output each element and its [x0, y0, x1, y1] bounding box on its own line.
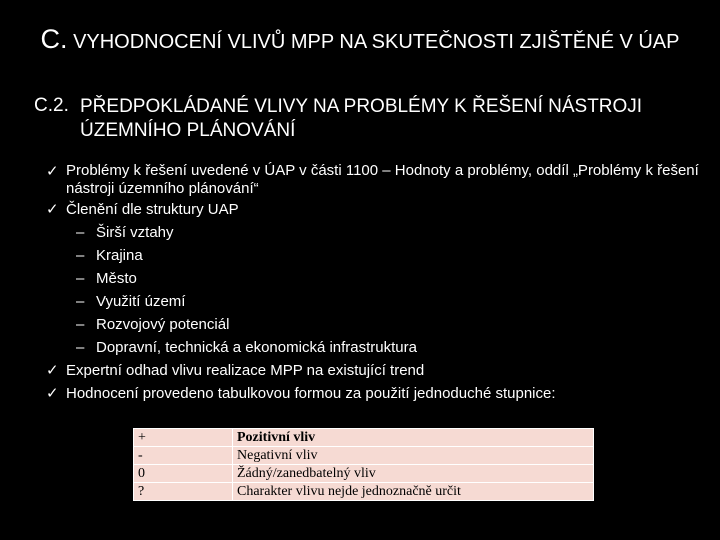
table-row: [134, 429, 594, 447]
list-item: [46, 160, 706, 198]
list-item-text: Hodnocení provedeno tabulkovou formou za použití jednoduché stupnice:: [66, 385, 556, 402]
sub-list-item: [46, 336, 706, 359]
checkmark-icon: ✓: [46, 163, 59, 180]
sub-list-item-text: Dopravní, technická a ekonomická infrastruktura: [96, 339, 417, 356]
scale-symbol: +: [134, 429, 233, 447]
section-number: C.2.: [34, 95, 69, 116]
sub-list-item-text: Rozvojový potenciál: [96, 316, 230, 333]
dash-icon: –: [76, 316, 85, 333]
checkmark-icon: ✓: [46, 362, 59, 379]
sub-list-item: [46, 313, 706, 336]
scale-symbol: ?: [134, 483, 233, 501]
scale-symbol: 0: [134, 465, 233, 483]
scale-description: Negativní vliv: [233, 447, 594, 465]
scale-description: Charakter vlivu nejde jednoznačně určit: [233, 483, 594, 501]
scale-symbol: -: [134, 447, 233, 465]
list-item: [46, 359, 706, 382]
dash-icon: –: [76, 339, 85, 356]
list-item: [46, 198, 706, 221]
title-letter: C.: [40, 24, 68, 54]
dash-icon: –: [76, 293, 85, 310]
checkmark-icon: ✓: [46, 385, 59, 402]
bullet-list: [46, 160, 706, 405]
table-row: [134, 483, 594, 501]
table-row: [134, 465, 594, 483]
slide-title: [0, 24, 720, 55]
sub-list-item-text: Využití území: [96, 293, 186, 310]
sub-list-item: [46, 221, 706, 244]
dash-icon: –: [76, 247, 85, 264]
title-text: VYHODNOCENÍ VLIVŮ MPP NA SKUTEČNOSTI ZJIŠTĚNÉ V ÚAP: [73, 31, 680, 53]
checkmark-icon: ✓: [46, 201, 59, 218]
list-item: [46, 382, 706, 405]
rating-scale-table: [133, 428, 594, 501]
table-row: [134, 447, 594, 465]
sub-list-item: [46, 267, 706, 290]
sub-list-item-text: Město: [96, 270, 137, 287]
sub-list-item: [46, 290, 706, 313]
scale-description: Pozitivní vliv: [233, 429, 594, 447]
list-item-text: Problémy k řešení uvedené v ÚAP v části 1100 – Hodnoty a problémy, oddíl „Problémy k řešení nástroji územního plánování“: [66, 162, 699, 197]
sub-list-item-text: Krajina: [96, 247, 143, 264]
sub-list-item-text: Širší vztahy: [96, 224, 174, 241]
dash-icon: –: [76, 224, 85, 241]
list-item-text: Expertní odhad vlivu realizace MPP na existující trend: [66, 362, 425, 379]
list-item-text: Členění dle struktury UAP: [66, 201, 239, 218]
section-heading: PŘEDPOKLÁDANÉ VLIVY NA PROBLÉMY K ŘEŠENÍ NÁSTROJI ÚZEMNÍHO PLÁNOVÁNÍ: [80, 96, 643, 141]
dash-icon: –: [76, 270, 85, 287]
scale-description: Žádný/zanedbatelný vliv: [233, 465, 594, 483]
sub-list-item: [46, 244, 706, 267]
